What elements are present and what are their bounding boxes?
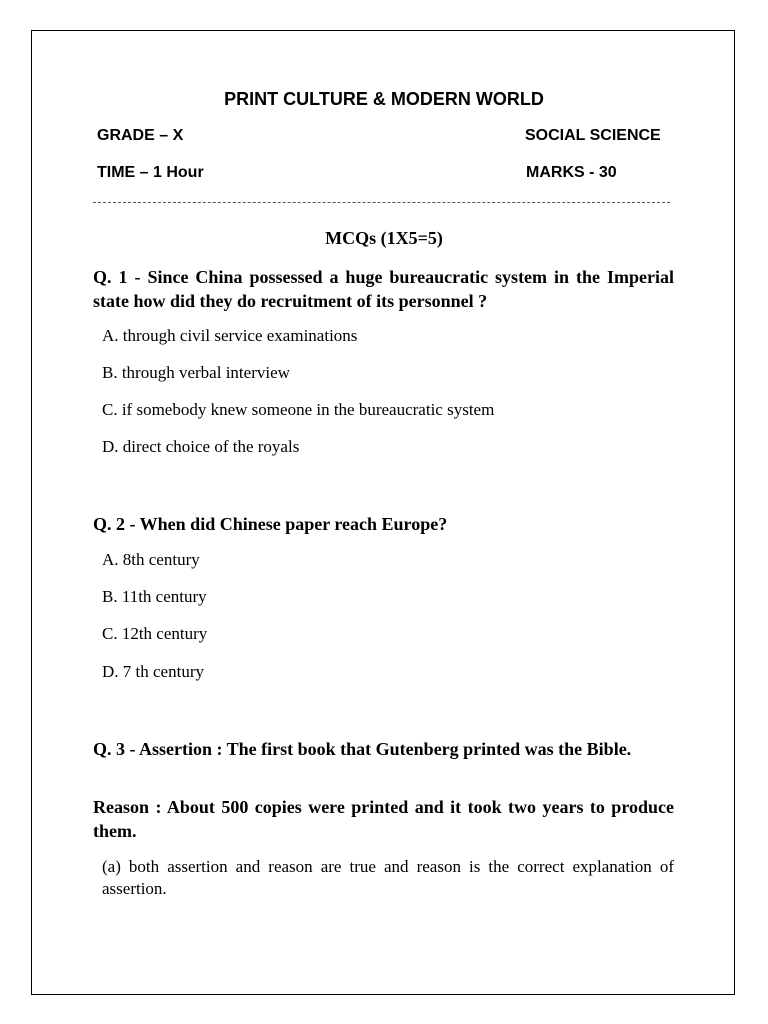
subject-label: SOCIAL SCIENCE (525, 127, 661, 144)
time-label: TIME – 1 Hour (97, 164, 204, 181)
question-1-text: Q. 1 - Since China possessed a huge bureaucratic system in the Imperial state how did they do recruitment of its personnel ? (93, 267, 674, 311)
question-2-option-a: A. 8th century (102, 550, 200, 569)
question-2-option-d: D. 7 th century (102, 662, 204, 681)
question-2-option-b: B. 11th century (102, 587, 207, 606)
question-3-reason: Reason : About 500 copies were printed and it took two years to produce them. (93, 797, 674, 841)
question-3-option-a: (a) both assertion and reason are true and reason is the correct explanation of assertion. (102, 857, 674, 898)
question-2-text: Q. 2 - When did Chinese paper reach Europe? (93, 514, 448, 534)
question-1-option-c: C. if somebody knew someone in the bureaucratic system (102, 400, 495, 419)
dashed-divider (93, 202, 670, 203)
question-1-option-a: A. through civil service examinations (102, 326, 358, 345)
section-title: MCQs (1X5=5) (325, 228, 443, 248)
question-2-option-c: C. 12th century (102, 624, 208, 643)
question-1-option-d: D. direct choice of the royals (102, 437, 300, 456)
page-title: PRINT CULTURE & MODERN WORLD (224, 89, 544, 109)
question-1-option-b: B. through verbal interview (102, 363, 290, 382)
question-3-assertion: Q. 3 - Assertion : The first book that Gutenberg printed was the Bible. (93, 739, 632, 759)
marks-label: MARKS - 30 (526, 164, 617, 181)
grade-label: GRADE – X (97, 127, 184, 144)
